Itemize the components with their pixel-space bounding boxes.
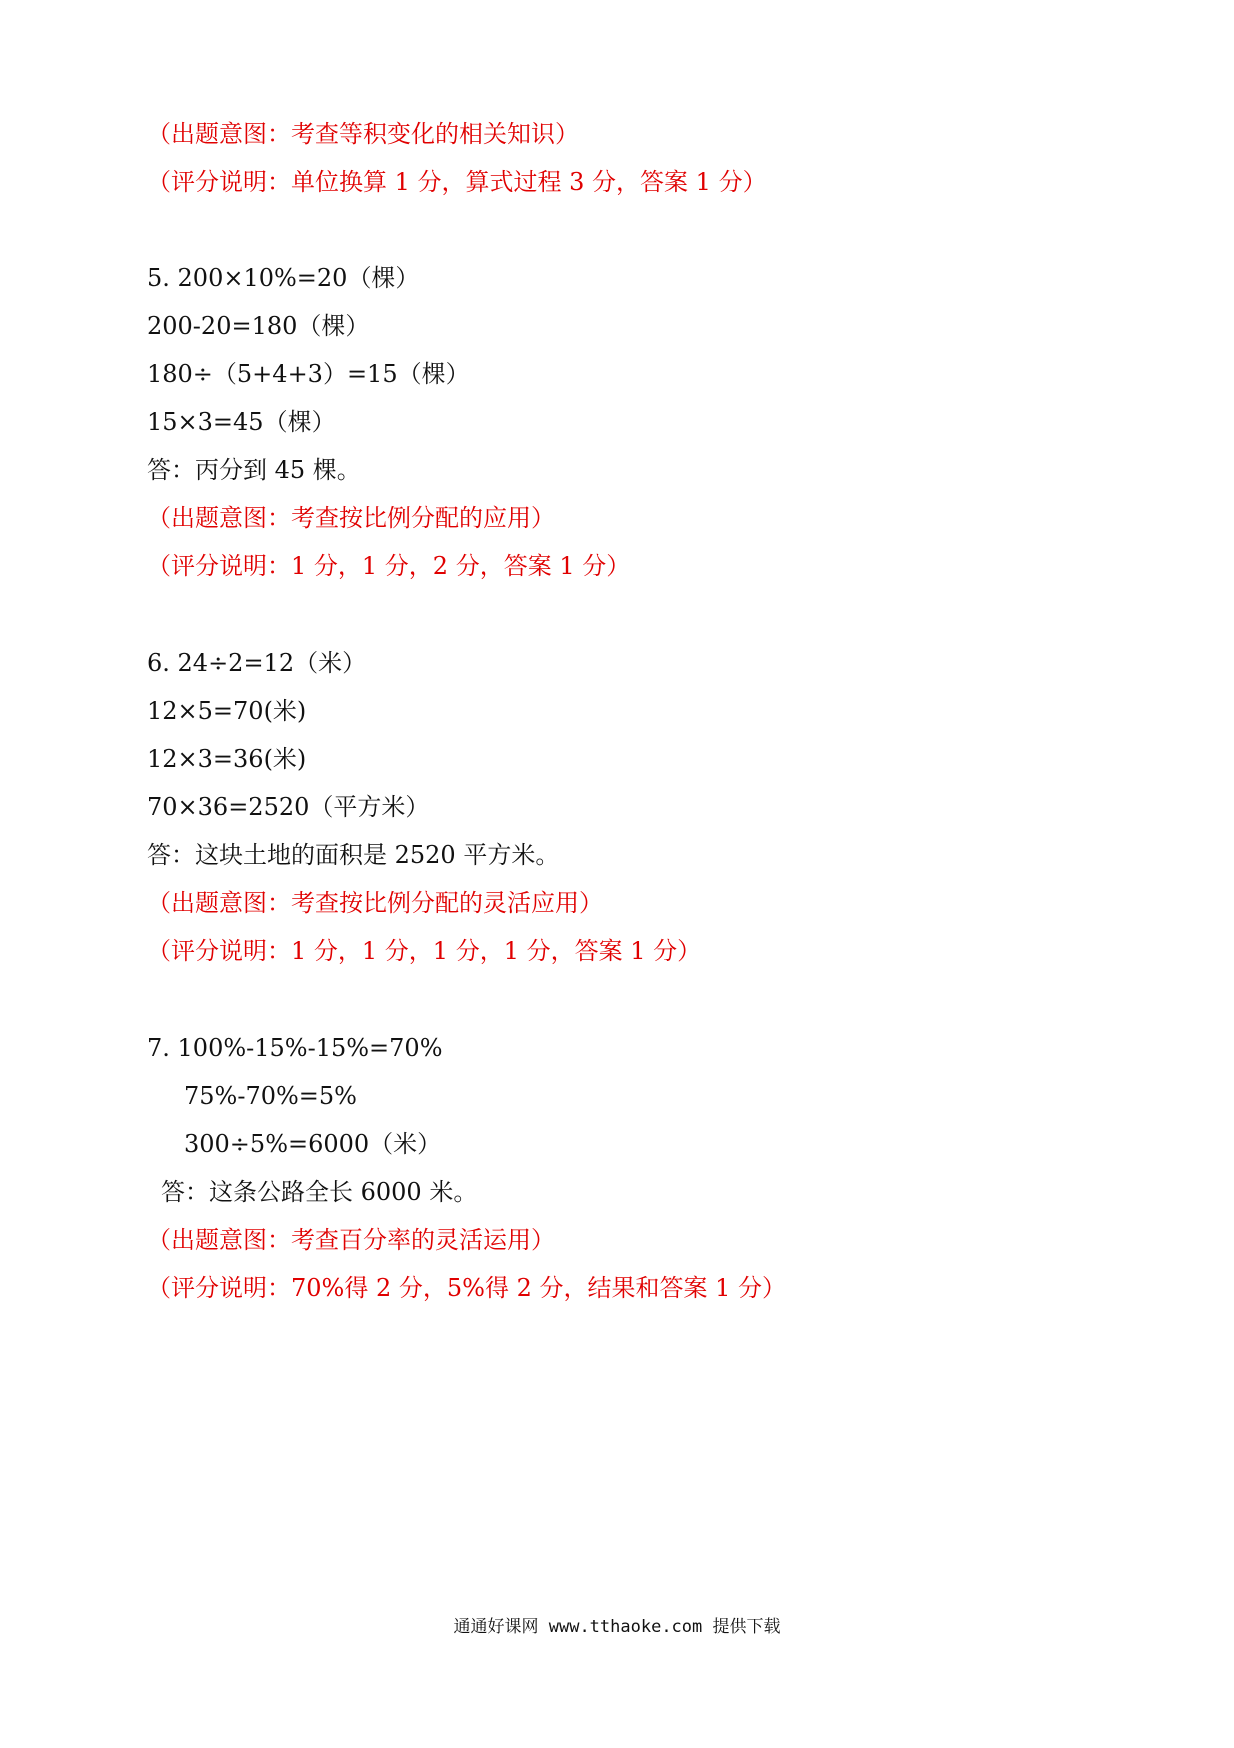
q7-answer: 答：这条公路全长 6000 米。 [161, 1178, 478, 1206]
q6-answer: 答：这块土地的面积是 2520 平方米。 [147, 841, 560, 869]
q7-intent-note: （出题意图：考查百分率的灵活运用） [147, 1226, 555, 1254]
q5-line-1: 5. 200×10%=20（棵） [147, 264, 420, 292]
page-footer: 通通好课网 www.tthaoke.com 提供下载 [453, 1617, 781, 1637]
q7-line-3: 300÷5%=6000（米） [184, 1130, 442, 1158]
q4-intent-note: （出题意图：考查等积变化的相关知识） [147, 120, 579, 148]
q6-line-4: 70×36=2520（平方米） [147, 793, 430, 821]
q6-scoring-note: （评分说明：1 分，1 分，1 分，1 分，答案 1 分） [147, 937, 702, 965]
q5-scoring-note: （评分说明：1 分，1 分，2 分，答案 1 分） [147, 552, 631, 580]
q4-scoring-note: （评分说明：单位换算 1 分，算式过程 3 分，答案 1 分） [147, 168, 767, 196]
q5-answer: 答：丙分到 45 棵。 [147, 456, 361, 484]
q7-scoring-note: （评分说明：70%得 2 分，5%得 2 分，结果和答案 1 分） [147, 1274, 786, 1302]
q5-intent-note: （出题意图：考查按比例分配的应用） [147, 504, 555, 532]
q7-line-1: 7. 100%-15%-15%=70% [147, 1034, 443, 1062]
q6-line-1: 6. 24÷2=12（米） [147, 649, 367, 677]
q6-intent-note: （出题意图：考查按比例分配的灵活应用） [147, 889, 603, 917]
q5-line-3: 180÷（5+4+3）=15（棵） [147, 360, 470, 388]
q6-line-2: 12×5=70(米) [147, 697, 307, 725]
q7-line-2: 75%-70%=5% [184, 1082, 357, 1110]
q5-line-4: 15×3=45（棵） [147, 408, 336, 436]
q6-line-3: 12×3=36(米) [147, 745, 307, 773]
q5-line-2: 200-20=180（棵） [147, 312, 370, 340]
